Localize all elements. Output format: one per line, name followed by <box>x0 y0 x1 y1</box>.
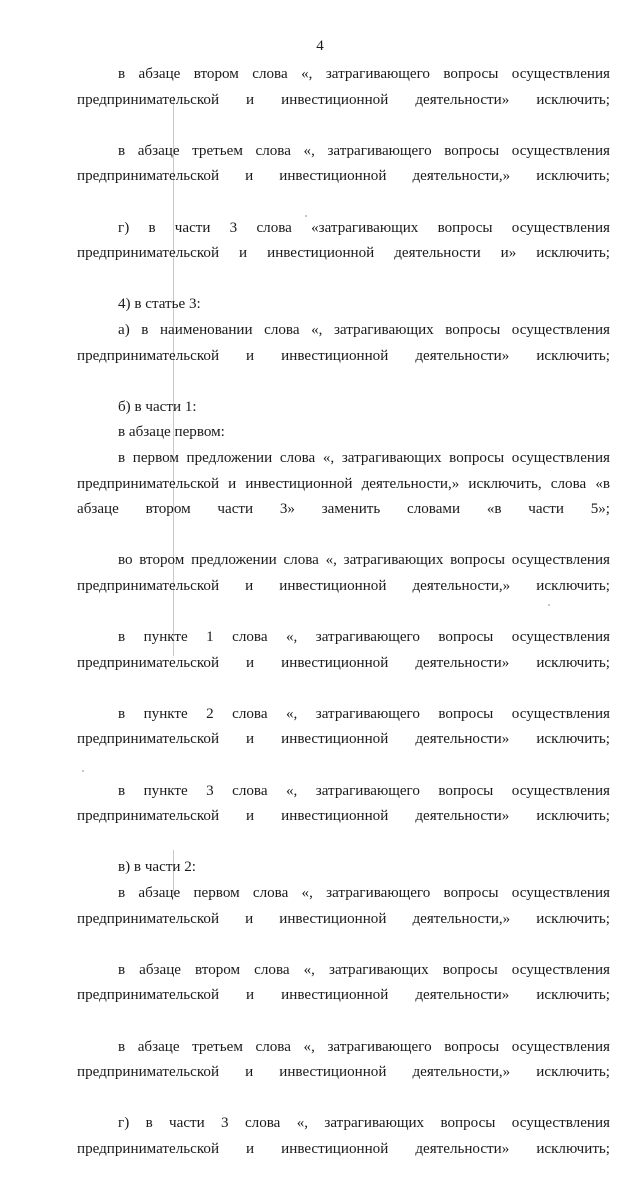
paragraph: в) в части 2: <box>118 859 197 876</box>
paragraph: в абзаце первом слова «, затрагивающего вопросы осуществления предпринимательской и инвестиционной деятельности,» исключить; <box>77 885 610 927</box>
paragraph: а) в наименовании слова «, затрагивающих вопросы осуществления предпринимательской и инвестиционной деятельности» исключить; <box>77 321 610 364</box>
document-body <box>77 62 610 1188</box>
paragraph: в пункте 1 слова «, затрагивающего вопросы осуществления предпринимательской и инвестиционной деятельности» исключить; <box>77 629 610 671</box>
paragraph: в абзаце третьем слова «, затрагивающего вопросы осуществления предпринимательской и инвестиционной деятельности,» исключить; <box>77 1038 610 1081</box>
paragraph: в пункте 3 слова «, затрагивающего вопросы осуществления предпринимательской и инвестиционной деятельности» исключить; <box>77 782 610 825</box>
paragraph: 4) в статье 3: <box>118 296 201 313</box>
paragraph: во втором предложении слова «, затрагивающих вопросы осуществления предпринимательской и инвестиционной деятельности,» исключить; <box>77 552 610 594</box>
paragraph: г) в части 3 слова «, затрагивающих вопросы осуществления предпринимательской и инвестиционной деятельности» исключить; <box>77 1115 610 1157</box>
page-number: 4 <box>316 38 324 54</box>
paragraph: в пункте 2 слова «, затрагивающего вопросы осуществления предпринимательской и инвестиционной деятельности» исключить; <box>77 705 610 748</box>
paragraph: в абзаце втором слова «, затрагивающих вопросы осуществления предпринимательской и инвестиционной деятельности» исключить; <box>77 961 610 1004</box>
paragraph: в абзаце втором слова «, затрагивающего вопросы осуществления предпринимательской и инвестиционной деятельности» исключить; <box>77 66 610 108</box>
paragraph: в первом предложении слова «, затрагивающих вопросы осуществления предпринимательской и инвестиционной деятельности,» исключить, слова «в абзаце втором части 3» заменить словами «в части 5»; <box>77 449 610 518</box>
paragraph: в абзаце третьем слова «, затрагивающего вопросы осуществления предпринимательской и инвестиционной деятельности,» исключить; <box>77 142 610 185</box>
paragraph: б) в части 1: <box>118 398 197 415</box>
paragraph: г) в части 3 слова «затрагивающих вопросы осуществления предпринимательской и инвестиционной деятельности и» исключить; <box>77 219 610 262</box>
paragraph: в абзаце первом: <box>118 424 225 441</box>
